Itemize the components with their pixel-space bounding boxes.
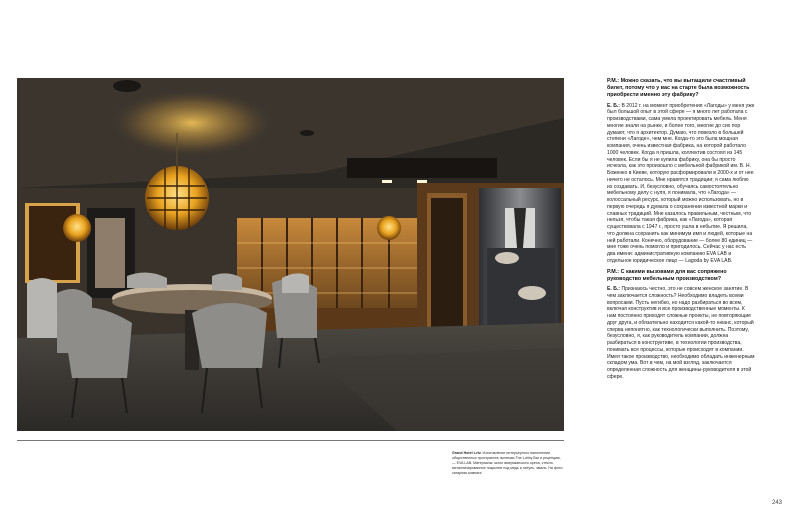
caption-text: Изготовление интерьерного наполнения общественных пространств, включая The Lobby Bar и рецепцию, — EVA LAB. Материалы: шпон американского ореха, стекло, металлизированное покрытие под медь и латунь, эмаль. На фото: сигарная комната [452, 451, 564, 476]
caption-title: Grand Hotel Lviv. [452, 451, 482, 455]
interview-column [607, 78, 755, 385]
interior-photo [17, 78, 564, 431]
question-2: Р.М.: С какими вызовами для вас сопряжено руководство мебельным производством? [607, 268, 727, 282]
answer-1-speaker: Е. Б.: [607, 102, 621, 109]
answer-1-text: В 2012 г. на момент приобретения «Лагоды» у меня уже был большой опыт в этой сфере — я много лет работала с производствами, сама умела проектировать мебель. Меня многие знали на рынке, и более того, многие до сих пор думают, что я архитектор. Думаю, что повезло в большей степени «Лагоде», чем мне. Когда-то это была мощная компания, очень известная фабрика, на которой работало 1000 человек. Когда я пришла, коллектив состоял из 145 человек. Если бы я не купила фабрику, она бы просто исчезла, как это произошло с мебельной фабрикой им. В. Н. Боженко в Киеве, которую расформировали в 2000-х и от нее ничего не осталось. Мне нравятся традиции; я сама люблю их создавать. И, безусловно, обучаясь самостоятельно мебельному делу с нуля, я понимала, что «Лагода» — колоссальный ресурс, который можно использовать, но в первую очередь я думала о сохранении известной марки и славных традиций. Мне казалось правильным, честным, что нельзя, чтобы такая фабрика, как «Лагода», которая существовала с 1947 г., просто ушла в небытие. Я решила, что должна сохранить как минимум имя и людей, которые на ней работали. Конечно, оборудование — более 80 единиц — мне тоже очень помогло и пригодилось. Сейчас у нас есть два имени: административную компанию EVA LAB и отдельное юридическое лицо — Lagoda by EVA LAB. [607, 102, 755, 264]
photo-caption [452, 451, 564, 476]
question-1: Р.М.: Можно сказать, что вы вытащили счастливый билет, потому что у вас на старте была возможность приобрести именно эту фабрику? [607, 78, 750, 99]
cigar-room-illustration [17, 78, 564, 431]
answer-2-text: Признаюсь честно, это не совсем женское занятие. В чем заключается сложность? Необходимо владеть всеми вопросами. Пусть негибко, но надо разбираться во всем, включая конструктив и все производственные моменты. К нам постоянно приходят сложные проекты, не повторяющие друг друга, и обязательно находится какой-то нюанс, который сперва непонятно, как технологически выполнить. Поэтому, безусловно, я, как руководитель компании, должна разбираться в конструктиве, в технологии производства, понимать все процессы, которые происходят в компании. Имея такое производство, необходимо обладать инженерным складом ума. Вот в чем, на мой взгляд, заключается определенная сложность для женщины-руководителя в этой сфере. [607, 286, 755, 380]
answer-2 [607, 286, 755, 381]
page-number: 243 [772, 500, 783, 506]
caption-rule [17, 440, 564, 441]
answer-2-speaker: Е. Б.: [607, 286, 621, 293]
answer-1 [607, 103, 755, 265]
